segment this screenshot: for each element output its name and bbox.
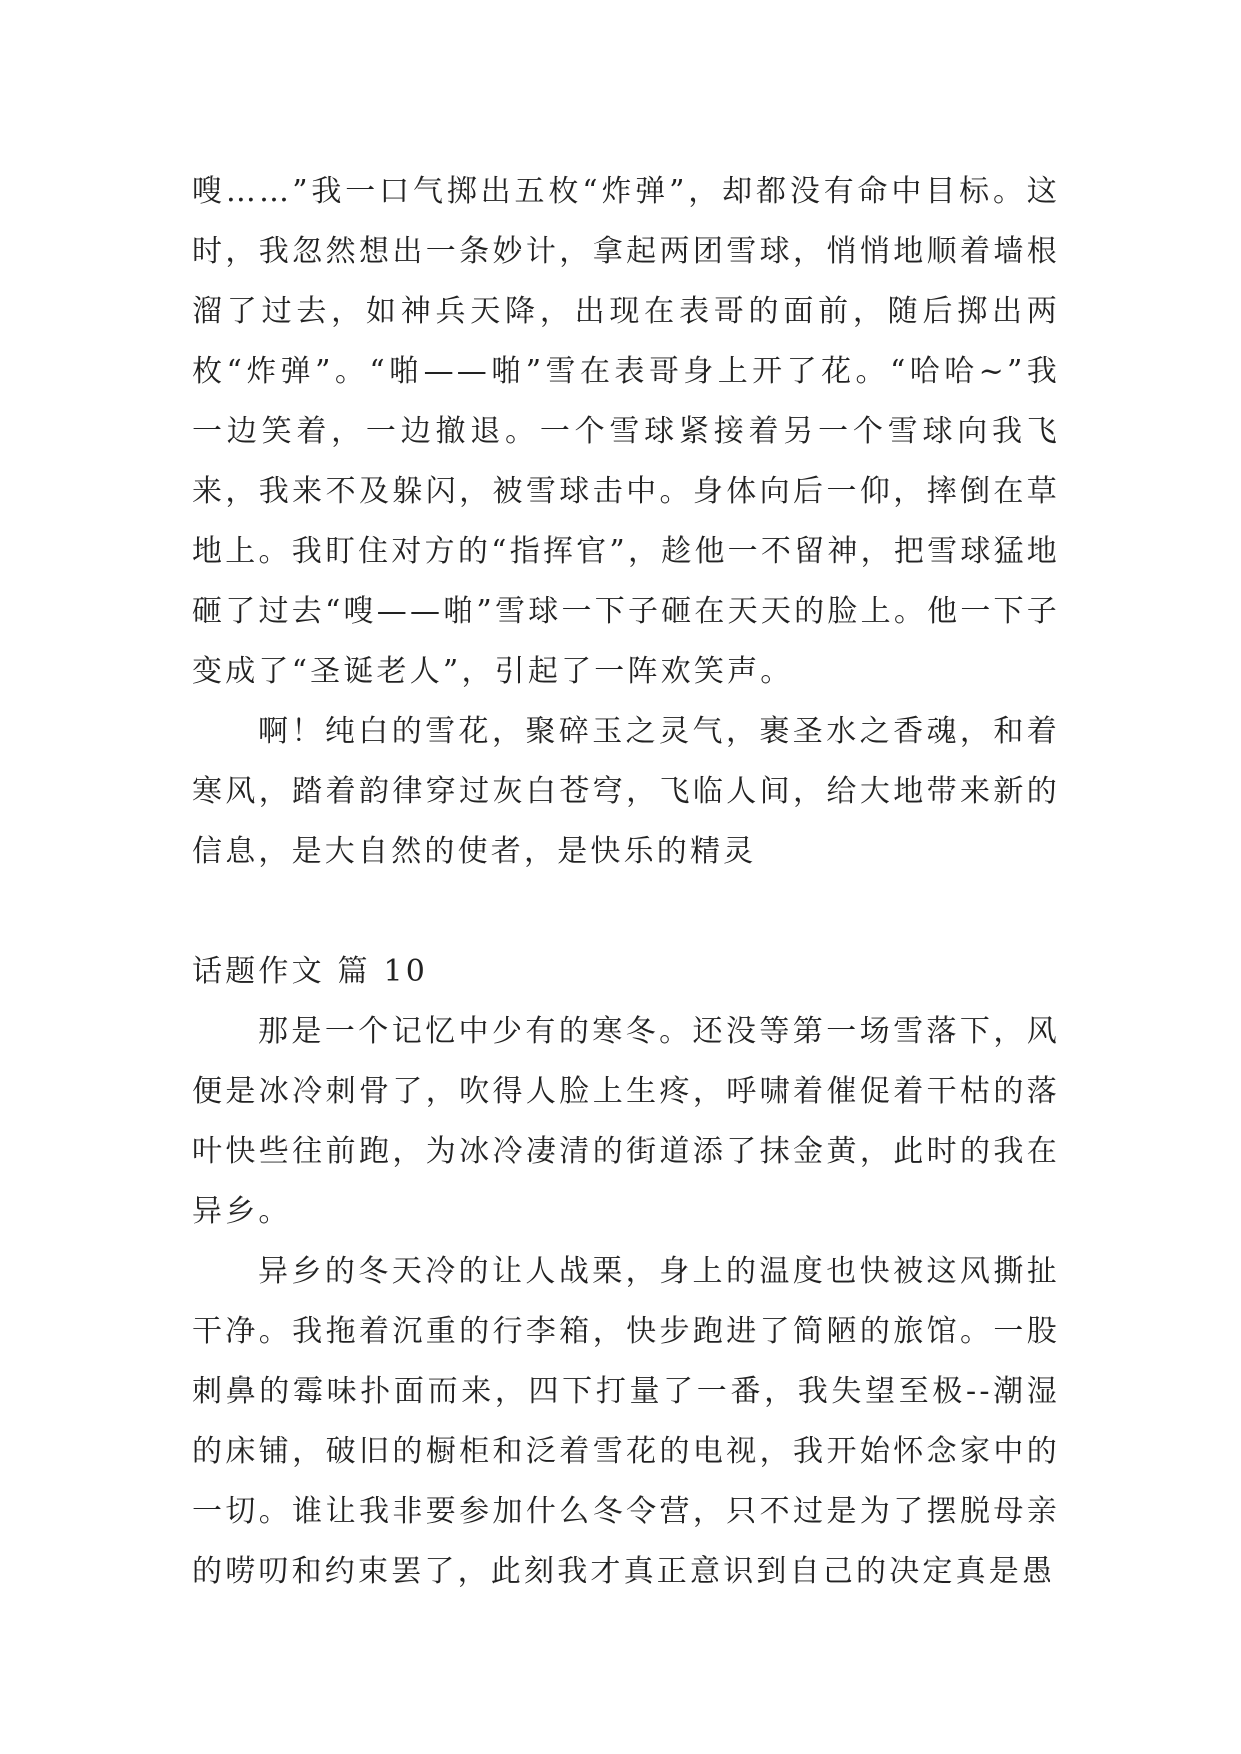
document-page <box>192 162 1060 1602</box>
paragraph-snowball-fight: 嗖……”我一口气掷出五枚“炸弹”，却都没有命中目标。这时，我忽然想出一条妙计，拿起两团雪球，悄悄地顺着墙根溜了过去，如神兵天降，出现在表哥的面前，随后掷出两枚“炸弹”。“啪——啪”雪在表哥身上开了花。“哈哈~”我一边笑着，一边撤退。一个雪球紧接着另一个雪球向我飞来，我来不及躲闪，被雪球击中。身体向后一仰，摔倒在草地上。我盯住对方的“指挥官”，趁他一不留神，把雪球猛地砸了过去“嗖——啪”雪球一下子砸在天天的脸上。他一下子变成了“圣诞老人”，引起了一阵欢笑声。 <box>192 174 1060 689</box>
paragraph-snowflake-ode: 啊！纯白的雪花，聚碎玉之灵气，裹圣水之香魂，和着寒风，踏着韵律穿过灰白苍穹，飞临人间，给大地带来新的信息，是大自然的使者，是快乐的精灵 <box>192 714 1060 869</box>
section-spacer <box>192 882 1060 942</box>
paragraph-cold-winter: 那是一个记忆中少有的寒冬。还没等第一场雪落下，风便是冰冷刺骨了，吹得人脸上生疼，呼啸着催促着干枯的落叶快些往前跑，为冰冷凄清的街道添了抹金黄，此时的我在异乡。 <box>192 1014 1060 1229</box>
paragraph-hotel: 异乡的冬天冷的让人战栗，身上的温度也快被这风撕扯干净。我拖着沉重的行李箱，快步跑进了简陋的旅馆。一股刺鼻的霉味扑面而来，四下打量了一番，我失望至极--潮湿的床铺，破旧的橱柜和泛着雪花的电视，我开始怀念家中的一切。谁让我非要参加什么冬令营，只不过是为了摆脱母亲的唠叨和约束罢了，此刻我才真正意识到自己的决定真是愚 <box>192 1254 1060 1589</box>
section-heading: 话题作文 篇 10 <box>192 954 429 989</box>
